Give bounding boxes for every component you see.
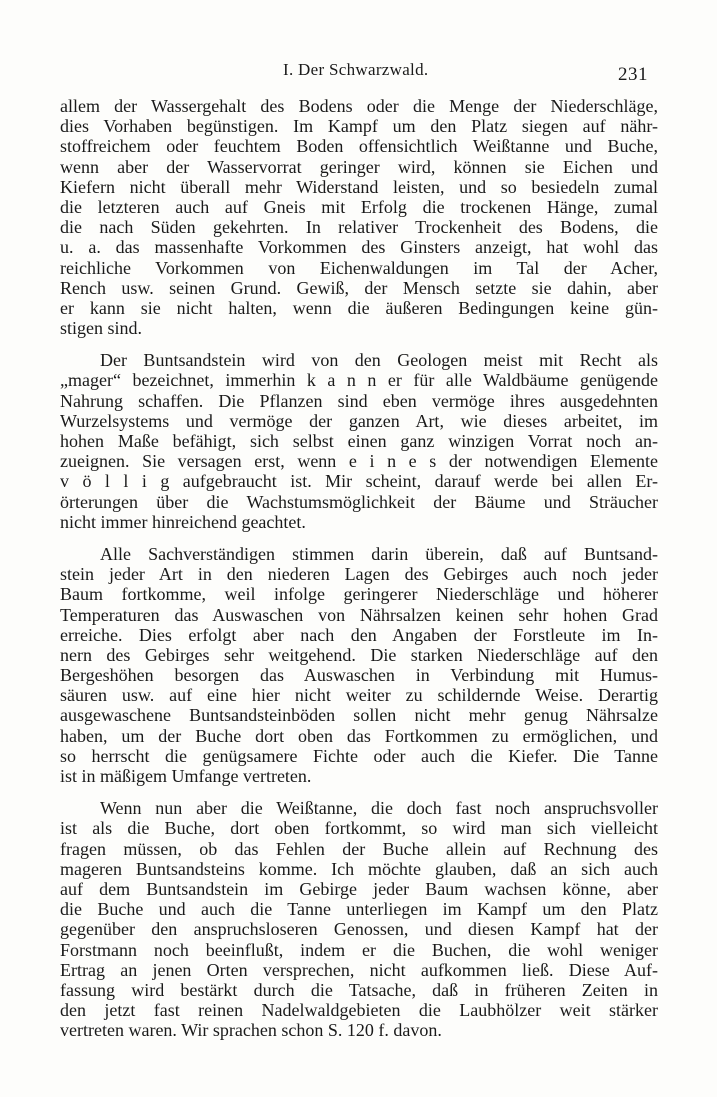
text-line: ist in mäßigem Umfange vertreten. bbox=[60, 766, 312, 786]
page-number: 231 bbox=[618, 64, 648, 85]
text-line: so herrscht die genügsamere Fichte oder auch die Kiefer. Die Tanne bbox=[60, 745, 658, 766]
text-line: säuren usw. auf eine hier nicht weiter zu schildernde Weise. Derartig bbox=[60, 685, 658, 706]
running-header bbox=[0, 58, 717, 84]
paragraph bbox=[60, 96, 658, 338]
text-line: Forstmann noch beeinflußt, indem er die Buchen, die wohl weniger bbox=[60, 939, 658, 960]
text-line: stein jeder Art in den niederen Lagen des Gebirges auch noch jeder bbox=[60, 564, 658, 585]
text-line: nern des Gebirges sehr weitgehend. Die starken Niederschläge auf den bbox=[60, 644, 658, 665]
text-line: fragen müssen, ob das Fehlen der Buche allein auf Rechnung des bbox=[60, 838, 658, 859]
text-line: allem der Wassergehalt des Bodens oder die Menge der Niederschläge, bbox=[60, 96, 658, 116]
paragraph bbox=[60, 350, 658, 532]
text-line: nicht immer hinreichend geachtet. bbox=[60, 511, 306, 532]
text-line: Der Buntsandstein wird von den Geologen meist mit Recht als bbox=[100, 350, 658, 371]
body-text bbox=[60, 96, 658, 1052]
text-line: Bergeshöhen besorgen das Auswaschen in Verbindung mit Humus- bbox=[60, 665, 658, 686]
text-line: Rench usw. seinen Grund. Gewiß, der Mensch setzte sie dahin, aber bbox=[60, 277, 658, 298]
text-line: Baum fortkomme, weil infolge geringerer Niederschläge und höherer bbox=[60, 584, 658, 605]
text-line: Ertrag an jenen Orten versprechen, nicht aufkommen ließ. Diese Auf- bbox=[60, 959, 658, 980]
text-line: wenn aber der Wasservorrat geringer wird, können sie Eichen und bbox=[60, 156, 658, 177]
paragraph bbox=[60, 798, 658, 1040]
text-line: auf dem Buntsandstein im Gebirge jeder Baum wachsen könne, aber bbox=[60, 878, 658, 899]
text-line: die nach Süden gekehrten. In relativer Trockenheit des Bodens, die bbox=[60, 217, 658, 238]
text-line: die Buche und auch die Tanne unterliegen im Kampf um den Platz bbox=[60, 899, 658, 920]
text-line: fassung wird bestärkt durch die Tatsache, daß in früheren Zeiten in bbox=[60, 979, 658, 1000]
text-line: vertreten waren. Wir sprachen schon S. 120 f. davon. bbox=[60, 1020, 442, 1041]
text-line: Alle Sachverständigen stimmen darin überein, daß auf Buntsand- bbox=[100, 543, 658, 564]
text-line: die letzteren auch auf Gneis mit Erfolg die trockenen Hänge, zumal bbox=[60, 196, 658, 217]
text-line: er kann sie nicht halten, wenn die äußeren Bedingungen keine gün- bbox=[60, 297, 658, 318]
text-line: ist als die Buche, dort oben fortkommt, so wird man sich vielleicht bbox=[60, 818, 658, 839]
text-line: mageren Buntsandsteins komme. Ich möchte glauben, daß an sich auch bbox=[60, 858, 658, 879]
text-line: stoffreichem oder feuchtem Boden offensichtlich Weißtanne und Buche, bbox=[60, 136, 658, 157]
text-line: erreiche. Dies erfolgt aber nach den Angaben der Forstleute im In- bbox=[60, 624, 658, 645]
text-line: Wurzelsystems und vermöge der ganzen Art, wie dieses arbeitet, im bbox=[60, 410, 658, 431]
text-line: v ö l l i g aufgebraucht ist. Mir scheint, darauf werde bei allen Er- bbox=[60, 471, 658, 492]
text-line: haben, um der Buche dort oben das Fortkommen zu ermöglichen, und bbox=[60, 725, 658, 746]
text-line: gegenüber den anspruchsloseren Genossen, und diesen Kampf hat der bbox=[60, 919, 658, 940]
text-line: ausgewaschene Buntsandsteinböden sollen nicht mehr genug Nährsalze bbox=[60, 705, 658, 726]
text-line: örterungen über die Wachstumsmöglichkeit der Bäume und Sträucher bbox=[60, 491, 658, 512]
text-line: Temperaturen das Auswaschen von Nährsalzen keinen sehr hohen Grad bbox=[60, 604, 658, 625]
text-line: reichliche Vorkommen von Eichenwaldungen im Tal der Acher, bbox=[60, 257, 658, 278]
text-line: Kiefern nicht überall mehr Widerstand leisten, und so besiedeln zumal bbox=[60, 176, 658, 197]
text-line: den jetzt fast reinen Nadelwaldgebieten die Laubhölzer weit stärker bbox=[60, 1000, 658, 1021]
text-line: dies Vorhaben begünstigen. Im Kampf um den Platz siegen auf nähr- bbox=[60, 116, 658, 137]
text-line: zueignen. Sie versagen erst, wenn e i n e s der notwendigen Elemente bbox=[60, 451, 658, 472]
text-line: Wenn nun aber die Weißtanne, die doch fast noch anspruchsvoller bbox=[100, 798, 658, 819]
chapter-title: I. Der Schwarzwald. bbox=[283, 60, 429, 79]
text-line: stigen sind. bbox=[60, 318, 143, 339]
paragraph bbox=[60, 544, 658, 786]
text-line: u. a. das massenhafte Vorkommen des Ginsters anzeigt, hat wohl das bbox=[60, 237, 658, 258]
text-line: hohen Maße befähigt, sich selbst einen ganz winzigen Vorrat noch an- bbox=[60, 431, 658, 451]
text-line: Nahrung schaffen. Die Pflanzen sind eben vermöge ihres ausgedehnten bbox=[60, 390, 658, 411]
text-line: „mager“ bezeichnet, immerhin k a n n er für alle Waldbäume genügende bbox=[60, 370, 658, 391]
